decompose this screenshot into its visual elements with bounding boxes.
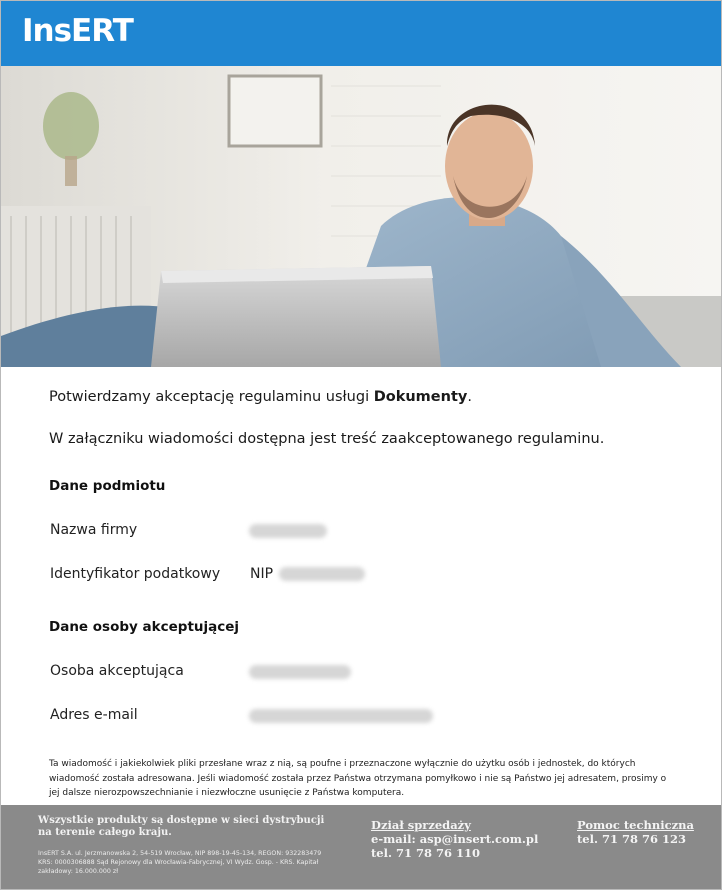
confidentiality-disclaimer: Ta wiadomość i jakiekolwiek pliki przesłane wraz z nią, są poufne i przeznaczone wyłącznie do użytku osób i jednostek, do których wiadomość została adresowana. Jeśli wiadomość została przez Państwa otrzymana pomyłkowo i nie są Państwo jej adresatem, prosimy o jej dalsze nierozpowszechnianie i niezwłoczne usunięcie z Państwa komputera. bbox=[49, 759, 667, 798]
insert-logo: InsERT bbox=[22, 13, 133, 49]
email-value-redacted bbox=[249, 709, 433, 723]
person-section-heading: Dane osoby akceptującej bbox=[49, 619, 240, 635]
support-phone: tel. 71 78 76 123 bbox=[577, 832, 687, 846]
company-section-heading: Dane podmiotu bbox=[49, 478, 166, 494]
confirmation-text-prefix: Potwierdzamy akceptację regulaminu usługi bbox=[49, 389, 374, 405]
company-name-value-redacted bbox=[249, 524, 327, 538]
support-contact bbox=[577, 818, 694, 846]
nip-value-redacted bbox=[279, 567, 365, 581]
support-title-link[interactable]: Pomoc techniczna bbox=[577, 818, 694, 832]
hero-image bbox=[1, 66, 721, 367]
confirmation-text bbox=[49, 389, 472, 405]
company-name-label: Nazwa firmy bbox=[50, 522, 138, 538]
header-bar bbox=[1, 1, 721, 66]
distribution-note: Wszystkie produkty są dostępne w sieci dystrybucji na terenie całego kraju. bbox=[38, 815, 325, 838]
sales-contact bbox=[371, 818, 538, 860]
sales-phone: tel. 71 78 76 110 bbox=[371, 846, 481, 860]
confirmation-text-suffix: . bbox=[467, 389, 472, 405]
nip-prefix: NIP bbox=[250, 566, 274, 582]
company-legal-info: InsERT S.A. ul. Jerzmanowska 2, 54-519 Wrocław, NIP 898-19-45-134, REGON: 932283479 KRS: 0000306888 Sąd Rejonowy dla Wrocławia-Fabrycznej, VI Wydz. Gosp. - KRS. Kapitał zakładowy: 16.000.000 zł bbox=[38, 850, 322, 875]
footer-bar bbox=[1, 805, 721, 889]
man-with-laptop-photo-icon bbox=[1, 66, 721, 367]
email-label: Adres e-mail bbox=[50, 707, 138, 723]
accepting-person-value-redacted bbox=[249, 665, 351, 679]
service-name: Dokumenty bbox=[373, 389, 468, 405]
sales-title-link[interactable]: Dział sprzedaży bbox=[371, 818, 471, 832]
sales-email[interactable]: e-mail: asp@insert.com.pl bbox=[371, 832, 539, 846]
attachment-info-text: W załączniku wiadomości dostępna jest treść zaakceptowanego regulaminu. bbox=[49, 431, 605, 447]
accepting-person-label: Osoba akceptująca bbox=[50, 663, 184, 679]
tax-id-label: Identyfikator podatkowy bbox=[50, 566, 221, 582]
